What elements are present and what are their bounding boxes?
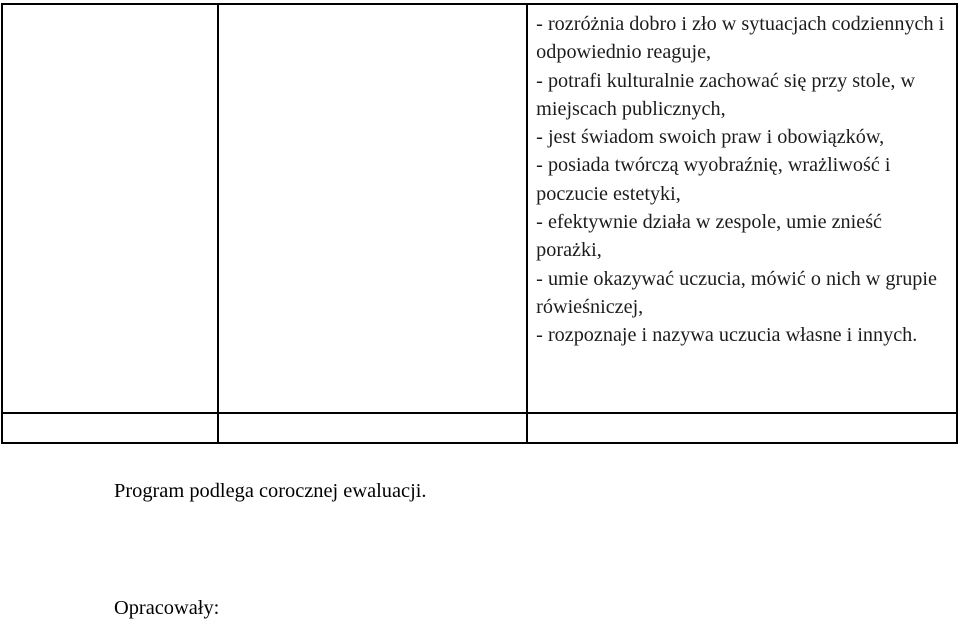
- list-item: - posiada twórczą wyobraźnię, wrażliwość i poczucie estetyki,: [536, 154, 891, 205]
- document-table: [1, 3, 958, 444]
- table-cell-empty-1: [2, 4, 218, 413]
- table-cell-empty-5: [527, 413, 957, 443]
- list-item: - rozpoznaje i nazywa uczucia własne i innych.: [536, 324, 918, 347]
- table-cell-empty-2: [218, 4, 527, 413]
- table-cell-empty-4: [218, 413, 527, 443]
- list-item: - efektywnie działa w zespole, umie znieść porażki,: [536, 211, 883, 262]
- list-item: - jest świadom swoich praw i obowiązków,: [536, 126, 885, 149]
- competency-list: [528, 5, 956, 350]
- list-item: - umie okazywać uczucia, mówić o nich w grupie rówieśniczej,: [536, 267, 937, 318]
- table-cell-competencies: [527, 4, 957, 413]
- list-item: - rozróżnia dobro i zło w sytuacjach codziennych i odpowiednio reaguje,: [536, 13, 945, 64]
- list-item: - potrafi kulturalnie zachować się przy stole, w miejscach publicznych,: [536, 69, 916, 120]
- table-row: [2, 413, 957, 443]
- table-cell-empty-3: [2, 413, 218, 443]
- table-row: [2, 4, 957, 413]
- program-note: Program podlega corocznej ewaluacji.: [114, 480, 427, 502]
- authors-label: Opracowały:: [114, 597, 220, 619]
